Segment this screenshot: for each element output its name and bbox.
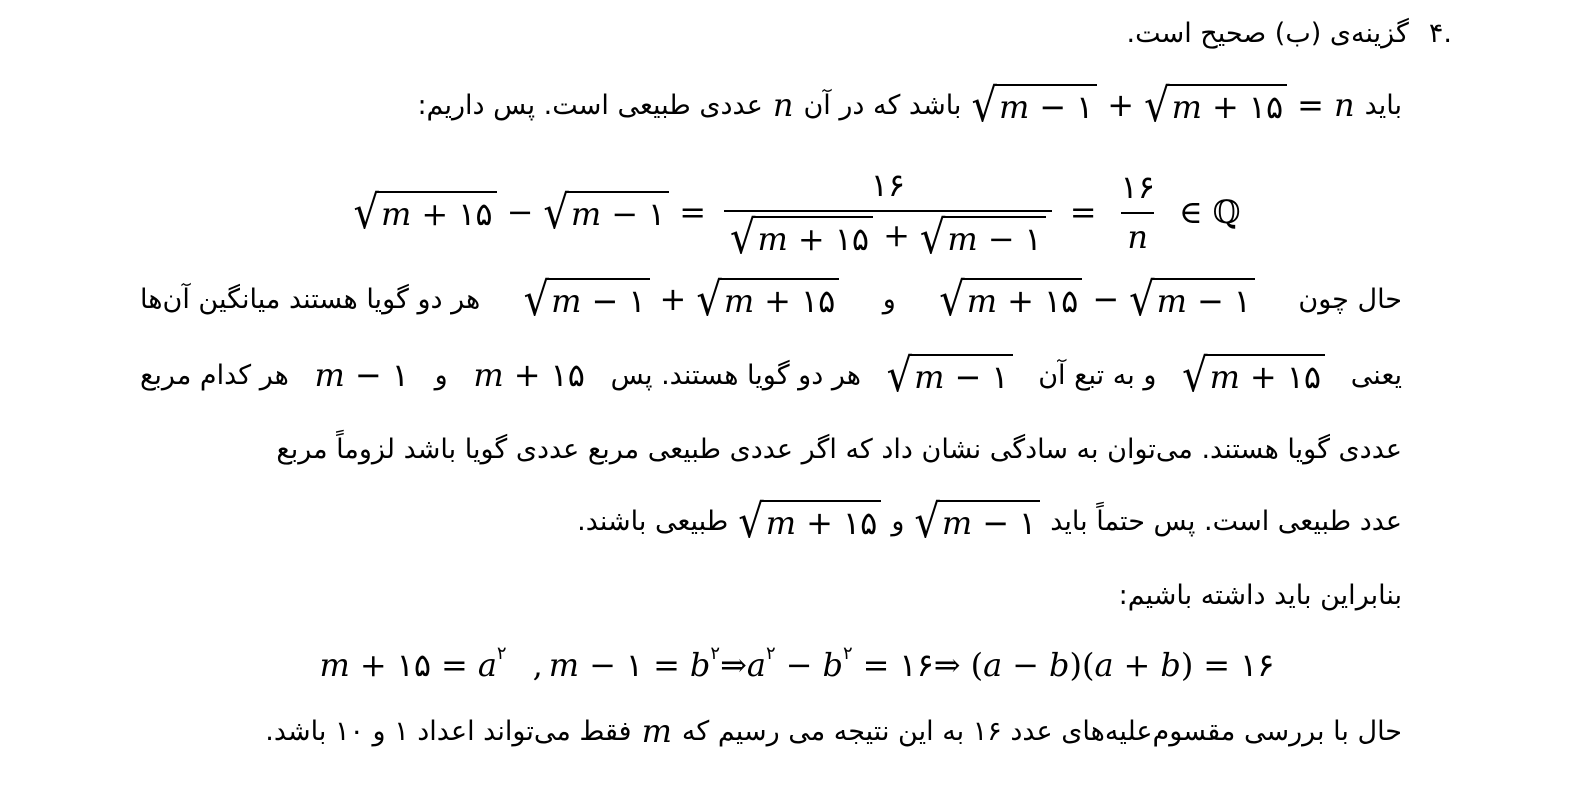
sqrt-m-minus-1: √ m − ۱: [971, 84, 1097, 126]
text-fragment: حال چون: [1298, 283, 1402, 315]
text-fragment: حال با بررسی مقسوم‌علیه‌های عدد ۱۶ به این نتیجه می رسیم که: [681, 715, 1402, 747]
text-fragment: فقط می‌تواند اعداد ۱ و ۱۰ باشد.: [265, 715, 632, 747]
line-4: یعنی √ m + ۱۵ و به تبع آن √ m − ۱ هر دو گویا هستند. پس m + ۱۵ و m − ۱ هر کدام مربع: [140, 349, 1402, 403]
item-number: .۴: [1428, 18, 1452, 49]
text-fragment: و: [882, 283, 896, 315]
line-5: [276, 434, 1402, 465]
line-1: [417, 79, 1402, 133]
text-fragment: و: [434, 359, 448, 391]
line-7: [1119, 580, 1402, 611]
item-header: [1126, 18, 1452, 49]
variable-n: n: [772, 86, 794, 124]
text-fragment: و به تبع آن: [1038, 359, 1157, 391]
display-equation-1: √ m + ۱۵ − √ m − ۱ = ۱۶ √ m + ۱۵ + √ m − ۱ = $\frac{۱۶}{n}$ ∈ ℚ: [353, 166, 1241, 265]
text-fragment: هر کدام مربع: [140, 359, 289, 391]
line-9: حال با بررسی مقسوم‌علیه‌های عدد ۱۶ به این نتیجه می رسیم که m فقط می‌تواند اعداد ۱ و ۱۰ باشد.: [265, 712, 1402, 750]
fraction-16-over-sum: ۱۶ √ m + ۱۵ + √ m − ۱: [724, 166, 1052, 258]
text-fragment: و: [891, 505, 905, 537]
text-fragment: عدد طبیعی است. پس حتماً باید: [1050, 505, 1402, 537]
text-fragment: باشد که در آن: [803, 89, 962, 121]
text-fragment: یعنی: [1350, 359, 1402, 391]
line-6: عدد طبیعی است. پس حتماً باید √ m − ۱ و √ m + ۱۵ طبیعی باشند.: [577, 495, 1402, 549]
fraction-16-over-n: $\frac{۱۶}{n}$: [1120, 168, 1155, 256]
text-fragment: عددی گویا هستند. می‌توان به سادگی نشان داد که اگر عددی طبیعی مربع عددی گویا باشد لزوماً مربع: [276, 434, 1402, 465]
text-fragment: هر دو گویا هستند. پس: [610, 359, 861, 391]
line-3: حال چون √ m + ۱۵ − √ m − ۱ و √ m − ۱ + √ m + ۱۵ هر دو گویا هستند میانگین آن‌ها: [140, 273, 1402, 327]
equation-inline: √ m − ۱ + √ m + ۱۵ = n: [971, 79, 1355, 133]
text-fragment: عددی طبیعی است. پس داریم:: [417, 89, 763, 121]
text-fragment: باید: [1364, 89, 1402, 121]
display-equation-2: m + ۱۵ = a ۲ , m − ۱ = b ۲ ⇒ a ۲ − b ۲ = ۱۶ ⇒ ( a − b ) ( a + b ) = ۱۶: [319, 642, 1275, 684]
text-fragment: هر دو گویا هستند میانگین آن‌ها: [140, 283, 481, 315]
sqrt-m-plus-15: √ m + ۱۵: [1144, 84, 1287, 126]
text-fragment: بنابراین باید داشته باشیم:: [1118, 580, 1402, 611]
item-heading: گزینه‌ی (ب) صحیح است.: [1126, 18, 1409, 49]
text-fragment: طبیعی باشند.: [577, 505, 729, 537]
